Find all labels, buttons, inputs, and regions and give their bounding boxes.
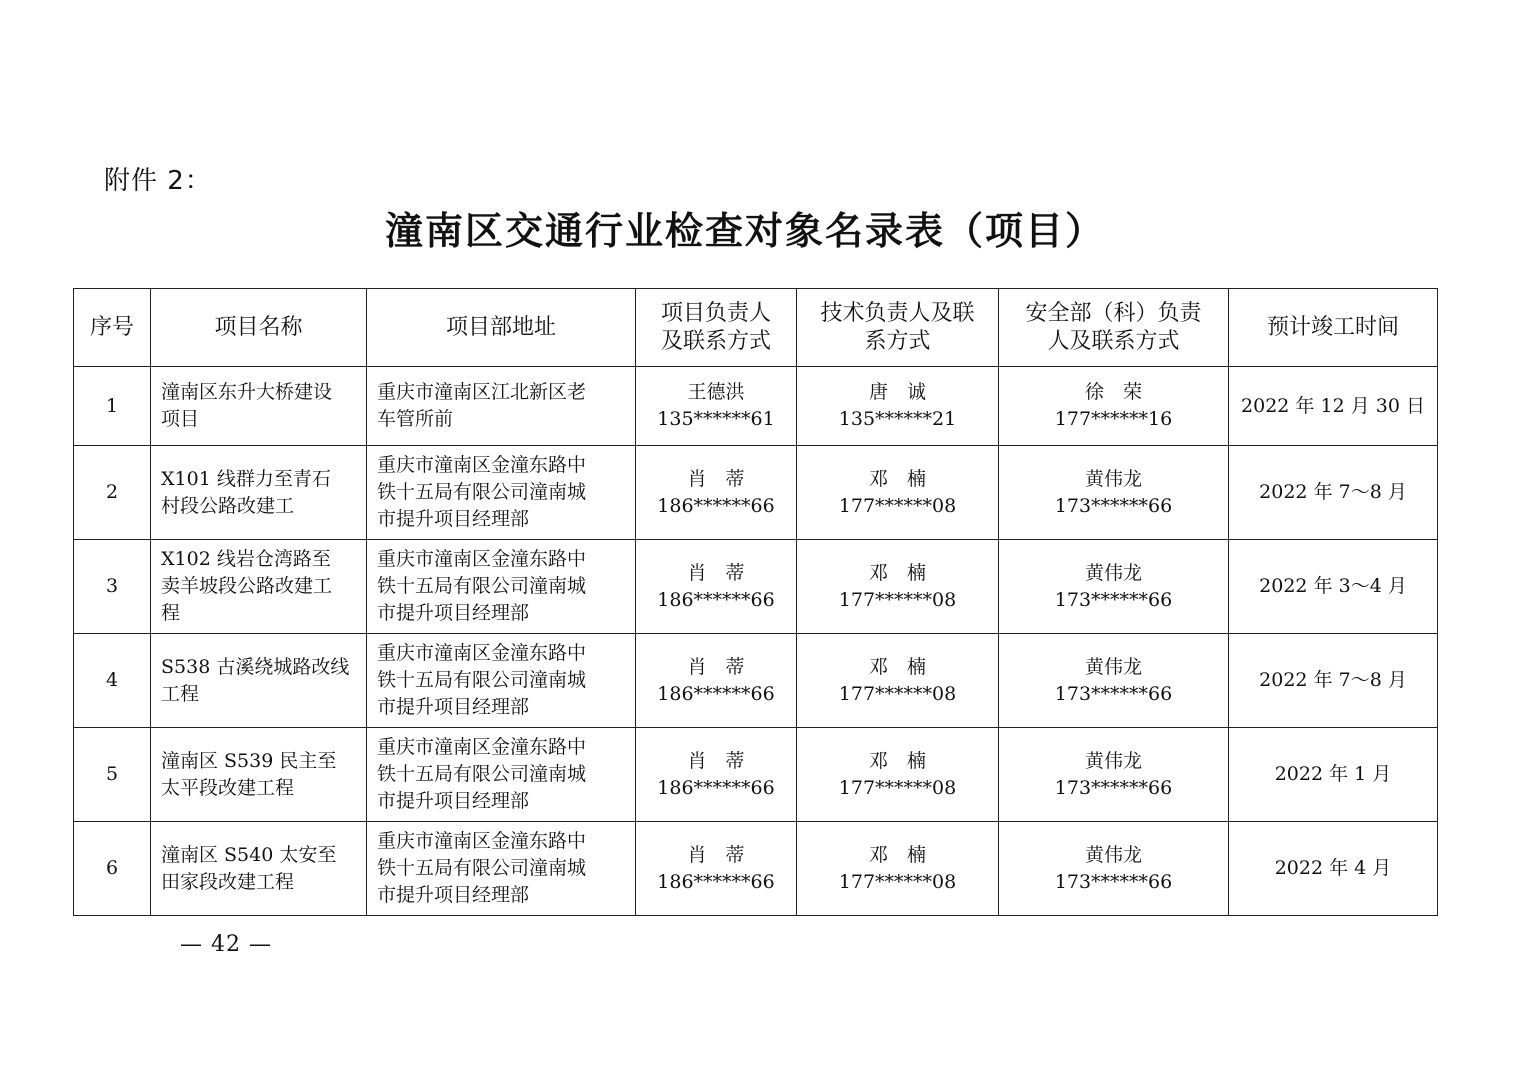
contact-name: 徐 荣 xyxy=(1084,381,1142,403)
contact-name: 邓 楠 xyxy=(868,561,926,584)
cell-completion-date: 2022 年 4 月 xyxy=(1229,822,1438,916)
cell-text-line: 程 xyxy=(161,602,181,624)
header-tech-lead xyxy=(797,289,999,367)
cell-manager xyxy=(636,728,797,822)
cell-text-line: 重庆市潼南区金潼东路中 xyxy=(377,454,587,476)
cell-text-line: 重庆市潼南区江北新区老 xyxy=(377,381,587,403)
cell-text-line: 铁十五局有限公司潼南城 xyxy=(377,481,587,503)
contact-phone: 135******61 xyxy=(657,408,775,430)
cell-text-line: S538 古溪绕城路改线 xyxy=(161,655,350,678)
contact-name: 黄伟龙 xyxy=(1084,467,1142,490)
cell-safety-lead xyxy=(999,728,1229,822)
cell-project-name xyxy=(151,822,367,916)
contact-name: 肖 蒂 xyxy=(687,843,745,866)
header-safety-line: 安全部（科）负责 xyxy=(1025,300,1202,326)
header-completion-date: 预计竣工时间 xyxy=(1229,289,1438,367)
cell-safety-lead xyxy=(999,540,1229,634)
cell-text-line: 重庆市潼南区金潼东路中 xyxy=(377,548,587,570)
table-row xyxy=(74,822,1438,916)
cell-project-address xyxy=(367,446,636,540)
cell-project-address xyxy=(367,540,636,634)
cell-safety-lead xyxy=(999,446,1229,540)
table-header-row xyxy=(74,289,1438,367)
contact-name: 黄伟龙 xyxy=(1084,749,1142,772)
cell-text-line: 项目 xyxy=(161,408,200,430)
contact-phone: 173******66 xyxy=(1054,588,1173,611)
cell-text-line: 铁十五局有限公司潼南城 xyxy=(377,763,587,785)
header-safety-line: 人及联系方式 xyxy=(1047,328,1180,354)
cell-safety-lead xyxy=(999,367,1229,446)
cell-project-address xyxy=(367,367,636,446)
cell-text-line: 铁十五局有限公司潼南城 xyxy=(377,857,587,879)
cell-seq: 5 xyxy=(74,728,151,822)
contact-phone: 177******08 xyxy=(838,682,957,705)
contact-phone: 186******66 xyxy=(657,494,775,517)
header-tech-line: 技术负责人及联 xyxy=(820,300,975,326)
cell-seq: 4 xyxy=(74,634,151,728)
table-row xyxy=(74,446,1438,540)
cell-completion-date: 2022 年 3～4 月 xyxy=(1229,540,1438,634)
cell-text-line: 潼南区 S540 太安至 xyxy=(161,843,337,866)
contact-name: 肖 蒂 xyxy=(687,655,745,678)
cell-text-line: 市提升项目经理部 xyxy=(377,602,530,624)
cell-safety-lead xyxy=(999,634,1229,728)
contact-phone: 177******08 xyxy=(838,588,957,611)
contact-name: 肖 蒂 xyxy=(687,467,745,490)
header-manager-line: 及联系方式 xyxy=(660,328,771,354)
contact-name: 邓 楠 xyxy=(868,749,926,772)
cell-tech-lead xyxy=(797,822,999,916)
cell-project-name xyxy=(151,367,367,446)
cell-seq: 6 xyxy=(74,822,151,916)
cell-manager xyxy=(636,540,797,634)
cell-text-line: 田家段改建工程 xyxy=(161,870,295,893)
cell-tech-lead xyxy=(797,367,999,446)
cell-seq: 1 xyxy=(74,367,151,446)
cell-seq: 2 xyxy=(74,446,151,540)
contact-phone: 177******08 xyxy=(838,494,957,517)
cell-text-line: 市提升项目经理部 xyxy=(377,696,530,718)
cell-manager xyxy=(636,822,797,916)
header-tech-line: 系方式 xyxy=(864,328,931,354)
cell-completion-date: 2022 年 1 月 xyxy=(1229,728,1438,822)
cell-text-line: 重庆市潼南区金潼东路中 xyxy=(377,830,587,852)
cell-project-address xyxy=(367,634,636,728)
contact-name: 黄伟龙 xyxy=(1084,561,1142,584)
cell-tech-lead xyxy=(797,634,999,728)
inspection-roster-table xyxy=(73,288,1438,916)
cell-tech-lead xyxy=(797,540,999,634)
cell-text-line: 铁十五局有限公司潼南城 xyxy=(377,575,587,597)
contact-name: 黄伟龙 xyxy=(1084,655,1142,678)
contact-phone: 186******66 xyxy=(657,776,775,799)
header-project-address: 项目部地址 xyxy=(367,289,636,367)
cell-text-line: 市提升项目经理部 xyxy=(377,790,530,812)
contact-phone: 177******16 xyxy=(1054,408,1173,430)
cell-safety-lead xyxy=(999,822,1229,916)
contact-phone: 173******66 xyxy=(1054,870,1173,893)
cell-text-line: 车管所前 xyxy=(377,408,454,430)
header-safety-lead xyxy=(999,289,1229,367)
header-manager xyxy=(636,289,797,367)
contact-name: 肖 蒂 xyxy=(687,749,745,772)
contact-name: 黄伟龙 xyxy=(1084,843,1142,866)
contact-name: 唐 诚 xyxy=(868,381,926,403)
contact-phone: 177******08 xyxy=(838,870,957,893)
contact-phone: 177******08 xyxy=(838,776,957,799)
cell-text-line: 重庆市潼南区金潼东路中 xyxy=(377,736,587,758)
cell-manager xyxy=(636,367,797,446)
page-number: — 42 — xyxy=(180,932,272,957)
cell-project-address xyxy=(367,728,636,822)
attachment-label: 附件 2： xyxy=(104,166,212,196)
header-manager-line: 项目负责人 xyxy=(660,300,771,326)
contact-name: 邓 楠 xyxy=(868,655,926,678)
cell-text-line: X102 线岩仓湾路至 xyxy=(161,548,331,570)
document-title: 潼南区交通行业检查对象名录表（项目） xyxy=(384,208,1105,253)
cell-text-line: 市提升项目经理部 xyxy=(377,508,530,530)
contact-phone: 186******66 xyxy=(657,682,775,705)
cell-manager xyxy=(636,634,797,728)
contact-phone: 186******66 xyxy=(657,870,775,893)
cell-text-line: 铁十五局有限公司潼南城 xyxy=(377,669,587,691)
contact-phone: 135******21 xyxy=(838,408,957,430)
cell-text-line: 潼南区 S539 民主至 xyxy=(161,749,337,772)
cell-project-name xyxy=(151,634,367,728)
contact-name: 邓 楠 xyxy=(868,467,926,490)
cell-completion-date: 2022 年 12 月 30 日 xyxy=(1229,367,1438,446)
cell-seq: 3 xyxy=(74,540,151,634)
cell-text-line: 卖羊坡段公路改建工 xyxy=(161,575,333,597)
header-seq: 序号 xyxy=(74,289,151,367)
table-row xyxy=(74,634,1438,728)
cell-text-line: X101 线群力至青石 xyxy=(161,467,331,490)
cell-tech-lead xyxy=(797,446,999,540)
contact-phone: 173******66 xyxy=(1054,494,1173,517)
cell-completion-date: 2022 年 7～8 月 xyxy=(1229,446,1438,540)
cell-text-line: 村段公路改建工 xyxy=(161,494,295,517)
cell-text-line: 太平段改建工程 xyxy=(161,776,295,799)
header-project-name: 项目名称 xyxy=(151,289,367,367)
cell-text-line: 工程 xyxy=(161,682,200,705)
contact-phone: 186******66 xyxy=(657,588,775,611)
cell-project-address xyxy=(367,822,636,916)
table-row xyxy=(74,540,1438,634)
table-row xyxy=(74,367,1438,446)
contact-name: 邓 楠 xyxy=(868,843,926,866)
cell-tech-lead xyxy=(797,728,999,822)
cell-text-line: 市提升项目经理部 xyxy=(377,884,530,906)
contact-name: 王德洪 xyxy=(687,381,745,403)
cell-project-name xyxy=(151,446,367,540)
contact-phone: 173******66 xyxy=(1054,682,1173,705)
cell-completion-date: 2022 年 7～8 月 xyxy=(1229,634,1438,728)
cell-project-name xyxy=(151,728,367,822)
contact-name: 肖 蒂 xyxy=(687,561,745,584)
contact-phone: 173******66 xyxy=(1054,776,1173,799)
cell-text-line: 潼南区东升大桥建设 xyxy=(161,381,333,403)
cell-text-line: 重庆市潼南区金潼东路中 xyxy=(377,642,587,664)
table-row xyxy=(74,728,1438,822)
cell-project-name xyxy=(151,540,367,634)
cell-manager xyxy=(636,446,797,540)
